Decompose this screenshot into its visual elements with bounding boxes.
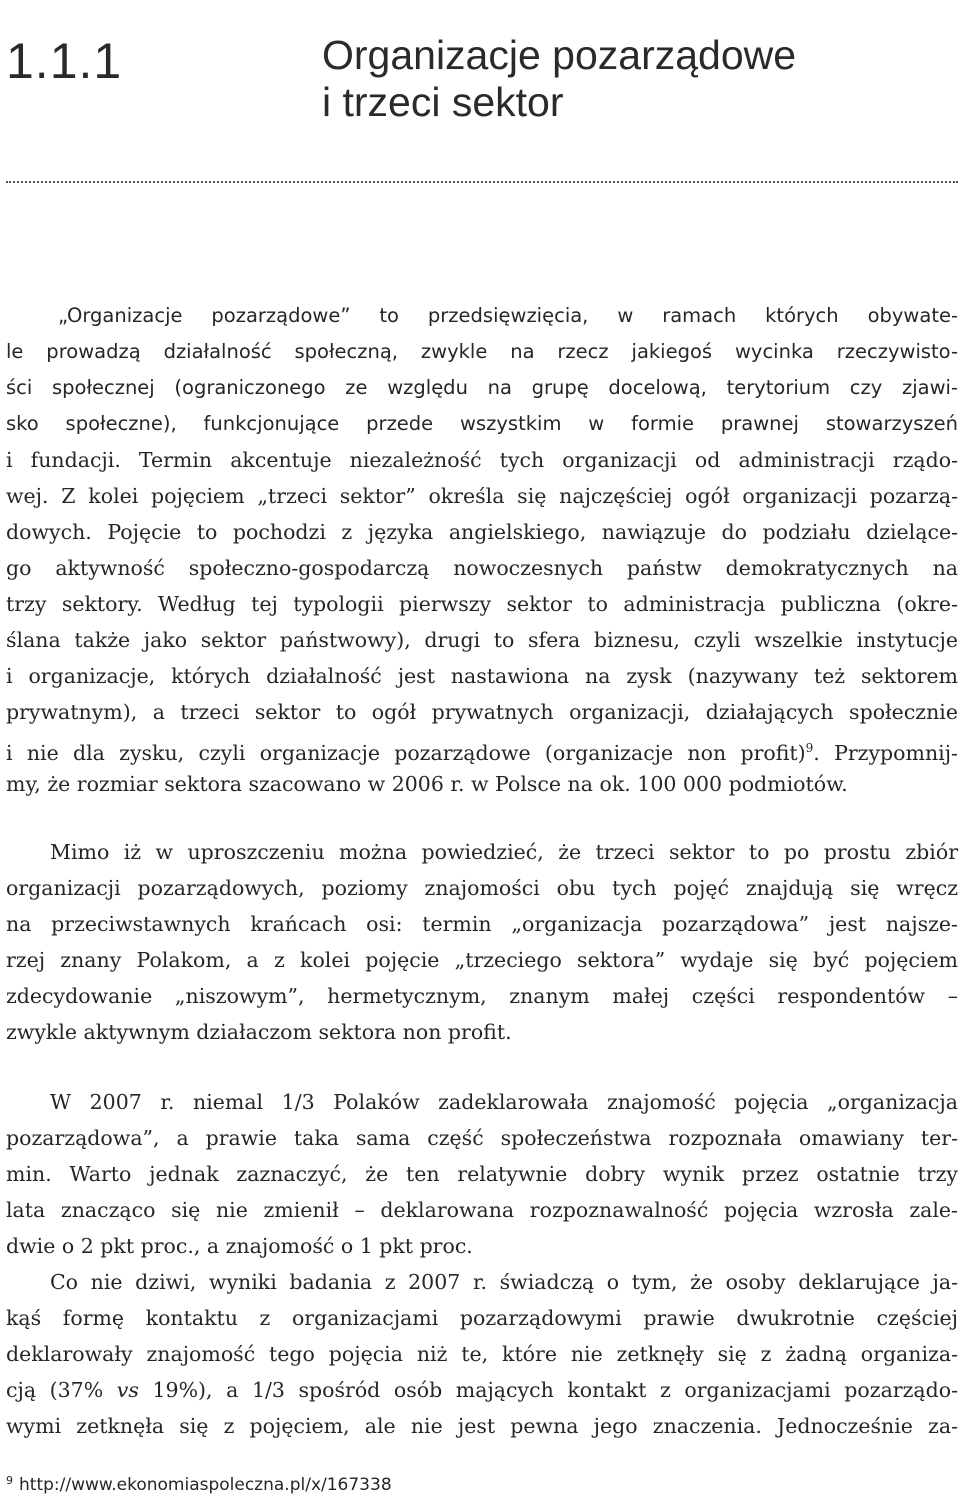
text-line: na przeciwstawnych krańcach osi: termin „organizacja pozarządowa” jest najsze- (6, 912, 958, 936)
text-line-with-footnote (6, 730, 958, 766)
text-line: „Organizacje pozarządowe” to przedsięwzięcia, w ramach których obywate- (58, 304, 958, 327)
text-line: rzej znany Polakom, a z kolei pojęcie „trzeciego sektora” wydaje się być pojęciem (6, 948, 958, 972)
text-line: lata znacząco się nie zmienił – deklarowana rozpoznawalność pojęcia wzrosła zale- (6, 1198, 958, 1222)
text-line: dwie o 2 pkt proc., a znajomość o 1 pkt proc. (6, 1234, 473, 1258)
text-line: pozarządowa”, a prawie taka sama część społeczeństwa rozpoznała omawiany ter- (6, 1126, 958, 1150)
text-line: go aktywność społeczno-gospodarczą nowoczesnych państw demokratycznych na (6, 556, 958, 580)
section-title (322, 32, 796, 126)
text-line: Co nie dziwi, wyniki badania z 2007 r. świadczą o tym, że osoby deklarujące ja- (50, 1270, 958, 1294)
text-line: ści społecznej (ograniczonego ze względu na grupę docelową, terytorium czy zjawi- (6, 376, 958, 399)
text-line: wymi zetknęła się z pojęciem, ale nie jest pewna jego znaczenia. Jednocześnie za- (6, 1414, 958, 1438)
text-line: kąś formę kontaktu z organizacjami pozarządowymi prawie dwukrotnie częściej (6, 1306, 958, 1330)
paragraph-contact (6, 1264, 958, 1444)
text-line: le prowadzą działalność społeczną, zwykle na rzecz jakiegoś wycinka rzeczywisto- (6, 340, 958, 363)
text-line: W 2007 r. niemal 1/3 Polaków zadeklarowała znajomość pojęcia „organizacja (50, 1090, 958, 1114)
text-segment: . Przypomnij- (813, 741, 958, 765)
section-title-line-2: i trzeci sektor (322, 79, 564, 125)
text-segment: cją (37% (6, 1378, 117, 1402)
paragraph-2007-results (6, 1084, 958, 1264)
text-line: Mimo iż w uproszczeniu można powiedzieć, że trzeci sektor to po prostu zbiór (50, 840, 958, 864)
footnote-reference: 9 (805, 741, 814, 755)
text-line: zwykle aktywnym działaczom sektora non profit. (6, 1020, 512, 1044)
text-line: i organizacje, których działalność jest nastawiona na zysk (nazywany też sektorem (6, 664, 958, 688)
text-line: organizacji pozarządowych, poziomy znajomości obu tych pojęć znajdują się wręcz (6, 876, 958, 900)
text-line: prywatnym), a trzeci sektor to ogół prywatnych organizacji, działających społecznie (6, 700, 958, 724)
text-line: sko społeczne), funkcjonujące przede wszystkim w formie prawnej stowarzyszeń (6, 412, 958, 435)
section-heading (0, 32, 960, 142)
text-line: i fundacji. Termin akcentuje niezależność tych organizacji od administracji rządo- (6, 448, 958, 472)
footnote-url[interactable]: http://www.ekonomiaspoleczna.pl/x/167338 (19, 1475, 392, 1495)
text-line: my, że rozmiar sektora szacowano w 2006 r. w Polsce na ok. 100 000 podmiotów. (6, 772, 848, 796)
text-line: dowych. Pojęcie to pochodzi z języka angielskiego, nawiązuje do podziału dzielące- (6, 520, 958, 544)
text-line: zdecydowanie „niszowym”, hermetycznym, znanym małej części respondentów – (6, 984, 958, 1008)
text-segment: i nie dla zysku, czyli organizacje pozarządowe (organizacje non profit) (6, 741, 806, 765)
paragraph-awareness (6, 834, 958, 1050)
text-line: ślana także jako sektor państwowy), drugi to sfera biznesu, czyli wszelkie instytucje (6, 628, 958, 652)
section-number: 1.1.1 (6, 33, 123, 89)
italic-vs: vs (116, 1378, 139, 1402)
text-line-with-italic (6, 1372, 958, 1408)
footnote (6, 1474, 392, 1495)
paragraph-definition (6, 298, 958, 802)
text-line: deklarowały znajomość tego pojęcia niż te, które nie zetknęły się z żadną organiza- (6, 1342, 958, 1366)
section-title-line-1: Organizacje pozarządowe (322, 32, 797, 78)
text-line: trzy sektory. Według tej typologii pierwszy sektor to administracja publiczna (okre- (6, 592, 958, 616)
dotted-divider (6, 181, 958, 183)
text-line: min. Warto jednak zaznaczyć, że ten relatywnie dobry wynik przez ostatnie trzy (6, 1162, 958, 1186)
text-line: wej. Z kolei pojęciem „trzeci sektor” określa się najczęściej ogół organizacji pozarzą- (6, 484, 958, 508)
text-segment: 19%), a 1/3 spośród osób mających kontakt z organizacjami pozarządo- (138, 1378, 959, 1402)
footnote-number: 9 (6, 1474, 13, 1487)
